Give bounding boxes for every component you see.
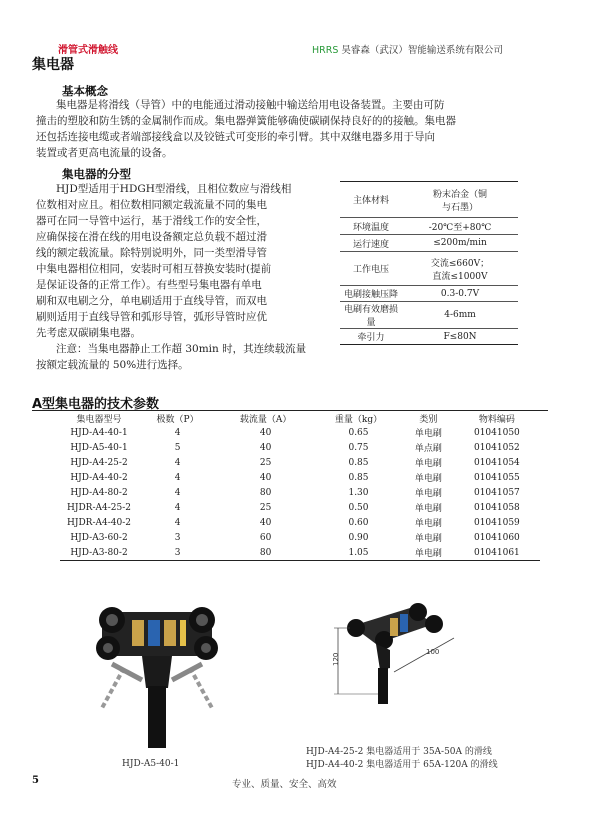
spec-value: 粉末冶金（铜 与石墨） [432,189,487,213]
table-cell: HJD-A3-80-2 [70,547,128,558]
table-cell: 1.30 [348,487,369,498]
dim-label-diagonal: 100 [426,648,440,656]
spec-row [340,235,518,252]
table-cell: 01041059 [473,517,520,528]
table-cell: 1.05 [348,547,369,558]
spec-value: 0.3-0.7V [440,288,480,299]
table-cell: 单电刷 [414,504,442,514]
table-cell: 单电刷 [414,549,442,559]
types-heading: 集电器的分型 [62,167,131,181]
table-cell: HJD-A4-25-2 [70,457,128,468]
dim-label-vertical: 120 [332,652,340,666]
header-company [312,42,503,56]
table-row [60,545,540,561]
spec-value: 交流≤660V； 直流≤1000V [430,258,490,282]
table-cell: 01041050 [473,427,520,438]
table-cell: HJD-A4-40-1 [70,427,128,438]
table-cell: 80 [259,547,272,558]
table-cell: 40 [259,472,272,483]
col-header: 类别 [419,414,438,425]
table-cell: 0.90 [348,532,369,543]
params-header-row [60,411,540,425]
table-cell: 80 [259,487,272,498]
table-cell: 单电刷 [414,429,442,439]
spec-label: 主体材料 [352,196,389,206]
page-title: 集电器 [32,57,74,73]
product-photo-hjd-a5-40-1 [72,598,242,758]
table-row [60,440,540,455]
table-cell: 单点刷 [414,444,442,454]
table-row [60,425,540,440]
table-cell: HJD-A4-40-2 [70,472,128,483]
types-line: 中集电器相位相同，安装时可相互替换安装时(提前 [36,263,272,275]
table-cell: 01041061 [473,547,520,558]
table-row [60,485,540,500]
col-header: 重量（kg） [334,414,383,425]
spec-value: -20℃至+80℃ [428,222,492,233]
spec-row [340,286,518,302]
spec-label: 运行速度 [352,239,389,250]
spec-row [340,218,518,235]
spec-row [340,252,518,286]
product-drawing-hjd-a4 [330,598,480,740]
header-series-label: 滑管式滑触线 [58,45,118,56]
note-line: 注意：当集电器静止工作超 30min 时，其连续载流量 [56,343,307,355]
table-cell: 0.50 [348,502,369,513]
concept-paragraph [36,97,558,161]
types-line: 先考虑双碳刷集电器。 [36,327,141,339]
table-cell: 3 [174,547,181,558]
table-row [60,470,540,485]
table-cell: 01041060 [473,532,520,543]
table-cell: 40 [259,442,272,453]
table-cell: HJDR-A4-40-2 [67,517,131,528]
col-header: 极数（P） [156,414,199,425]
table-cell: HJD-A4-80-2 [70,487,128,498]
table-cell: 4 [174,457,181,468]
table-cell: 0.75 [348,442,369,453]
concept-line: 撞击的塑胶和防生锈的金属制作而成。集电器弹簧能够确使碳刷保持良好的的接触。集电器 [36,115,456,127]
col-header: 集电器型号 [76,414,122,425]
spec-label: 电刷有效磨损量 [343,305,398,328]
table-cell: 4 [174,472,181,483]
types-line: 位数相对应且。相位数相同额定载流量不同的集电 [36,199,267,211]
spec-row [340,182,518,218]
table-cell: HJDR-A4-25-2 [67,502,131,513]
table-cell: 40 [259,427,272,438]
table-cell: 4 [174,427,181,438]
types-line: 应确保接在滑在线的用电设备额定总负载不超过滑 [36,231,267,243]
table-cell: 01041057 [473,487,520,498]
spec-label: 工作电压 [352,265,389,275]
types-line: 是保证设备的正常工作）。有些型号集电器有单电 [36,279,262,291]
table-cell: 0.85 [348,472,369,483]
concept-line: 集电器是将滑线（导管）中的电能通过滑动接触中输送给用电设备装置。主要由可防 [56,99,445,111]
types-line: 器可在同一导管中运行，基于滑线工作的安全性， [36,215,267,227]
table-cell: 单电刷 [414,519,442,529]
spec-table [340,181,518,345]
table-cell: 0.85 [348,457,369,468]
spec-row [340,329,518,345]
spec-label: 环境温度 [352,222,389,233]
table-cell: 0.60 [348,517,369,528]
right-caption-2: HJD-A4-40-2 集电器适用于 65A-120A 的滑线 [306,760,498,770]
table-cell: 01041058 [473,502,520,513]
col-header: 载流量（A） [239,414,292,425]
concept-line: 装置或者更高电流量的设备。 [36,147,173,159]
spec-value: F≤80N [443,331,477,342]
table-cell: 25 [259,502,272,513]
types-line: 刷和双电刷之分，单电刷适用于直线导管，而双电 [36,295,267,307]
types-line: HJD型适用于HDGH型滑线，且相位数应与滑线相 [56,183,292,195]
params-heading: A型集电器的技术参数 [32,397,160,412]
table-cell: HJD-A5-40-1 [70,442,128,453]
params-table [60,411,540,561]
table-cell: HJD-A3-60-2 [70,532,128,543]
spec-label: 电刷接触压降 [343,290,398,300]
table-cell: 4 [174,487,181,498]
table-row [60,500,540,515]
concept-line: 还包括连接电缆或者端部接线盒以及铰链式可变形的牵引臂。其中双继电器多用于导向 [36,131,435,143]
table-cell: 单电刷 [414,489,442,499]
spec-value: ≤200m/min [433,238,487,248]
table-row [60,515,540,530]
types-paragraph [36,181,336,373]
table-cell: 单电刷 [414,534,442,544]
table-cell: 4 [174,517,181,528]
spec-row [340,302,518,329]
spec-label: 牵引力 [357,333,385,343]
table-cell: 单电刷 [414,474,442,484]
table-cell: 25 [259,457,272,468]
types-line: 刷则适用于直线导管和弧形导管，弧形导管时应优 [36,311,267,323]
table-cell: 4 [174,502,181,513]
types-line: 线的额定载流量。除特别说明外，同一类型滑导管 [36,247,267,259]
page-number: 5 [32,775,39,786]
col-header: 物料编码 [478,414,515,425]
table-cell: 3 [174,532,181,543]
table-cell: 01041055 [473,472,520,483]
left-figure-caption: HJD-A5-40-1 [122,759,180,769]
footer-slogan: 专业、质量、安全、高效 [232,779,337,790]
spec-value: 4-6mm [444,310,476,320]
table-cell: 01041054 [473,457,520,468]
table-cell: 0.65 [348,427,369,438]
note-line: 按额定载流量的 50%进行选择。 [36,359,189,371]
table-cell: 5 [174,442,181,453]
right-caption-1: HJD-A4-25-2 集电器适用于 35A-50A 的滑线 [306,747,492,757]
table-row [60,530,540,545]
concept-heading: 基本概念 [62,84,108,98]
table-cell: 单电刷 [414,459,442,469]
table-cell: 40 [259,517,272,528]
table-cell: 60 [259,532,272,543]
company-name: 昊睿森（武汉）智能输送系统有限公司 [341,45,503,56]
table-row [60,455,540,470]
table-cell: 01041052 [473,442,520,453]
brand-logo-text: HRRS [312,45,339,56]
